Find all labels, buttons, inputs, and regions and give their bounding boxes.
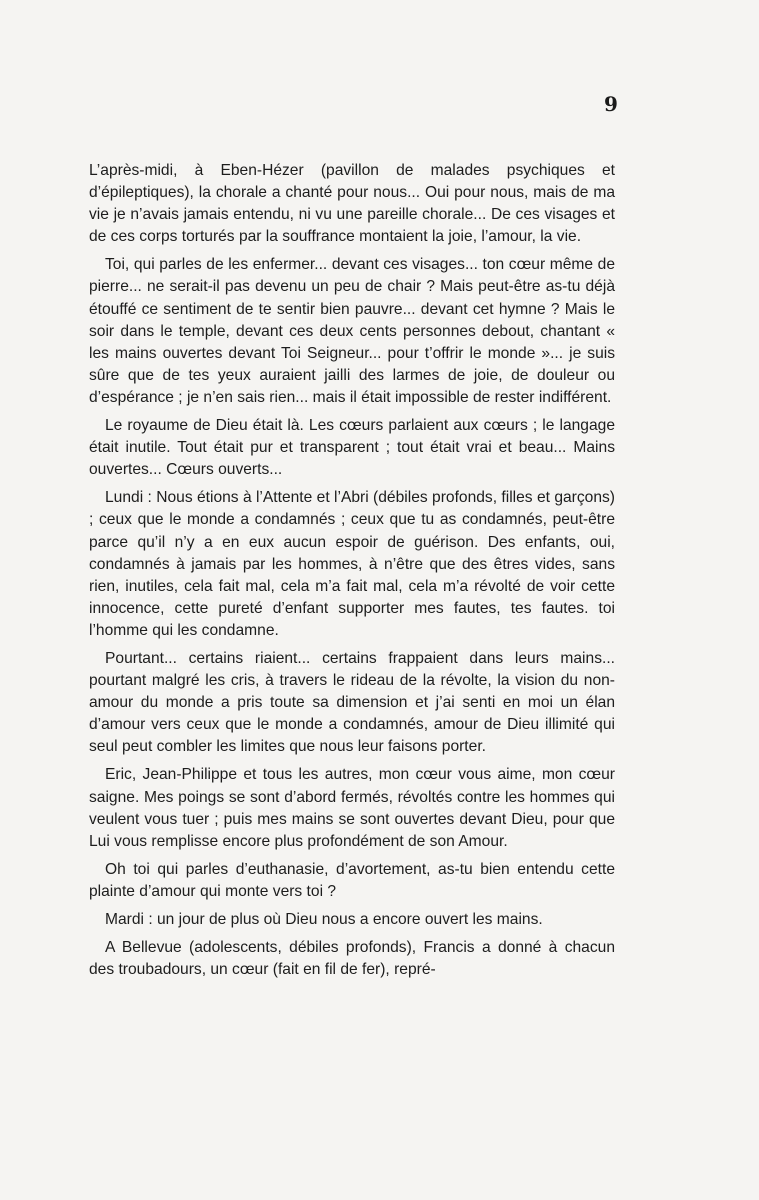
paragraph-bellevue: A Bellevue (adolescents, débiles profonds), Francis a donné à chacun des troubadours, un cœur (fait en fil de fer), repré-	[89, 939, 615, 979]
paragraph-euthanasie: Oh toi qui parles d’euthanasie, d’avortement, as-tu bien entendu cette plainte d’amour qui monte vers toi ?	[89, 860, 615, 900]
paragraph-royaume: Le royaume de Dieu était là. Les cœurs parlaient aux cœurs ; le langage était inutile. Tout était pur et transparent ; tout était vrai et beau... Mains ouvertes... Cœurs ouverts...	[89, 417, 615, 479]
paragraph-eben-hezer: L’après-midi, à Eben-Hézer (pavillon de malades psychiques et d’épileptiques), la chorale a chanté pour nous... Oui pour nous, mais de ma vie je n’avais jamais entendu, ni vu une pareille chorale... De ces visages et de ces corps torturés par la souffrance montaient la joie, l’amour, la vie.	[89, 162, 615, 246]
body-text	[89, 160, 615, 987]
paragraph-mardi: Mardi : un jour de plus où Dieu nous a encore ouvert les mains.	[105, 911, 543, 928]
page-number: 9	[604, 92, 618, 116]
paragraph-pourtant: Pourtant... certains riaient... certains frappaient dans leurs mains... pourtant malgré les cris, à travers le rideau de la révolte, la vision du non-amour du monde a pris toute sa dimension et j’ai senti en moi un élan d’amour vers ceux que le monde a condamnés, amour de Dieu illimité qui seul peut combler les limites que nous leur faisons porter.	[89, 649, 615, 756]
paragraph-lundi: Lundi : Nous étions à l’Attente et l’Abri (débiles profonds, filles et garçons) ; ceux que le monde a condamnés ; ceux que tu as condamnés, peut-être parce qu’il n’y a en eux aucun espoir de guérison. Des enfants, oui, condamnés à jamais par les hommes, à n’être que des êtres vides, sans rien, inutiles, cela fait mal, cela m’a fait mal, cela m’a révolté de voir cette innocence, cette pureté d’enfant supporter mes fautes, tes fautes. toi l’homme qui les condamne.	[89, 489, 615, 639]
paragraph-toi-qui-parles: Toi, qui parles de les enfermer... devant ces visages... ton cœur même de pierre... ne serait-il pas devenu un peu de chair ? Mais peut-être as-tu déjà étouffé ce sentiment de te sentir bien pauvre... devant cet hymne ? Mais le soir dans le temple, devant ces deux cents personnes debout, chantant « les mains ouvertes devant Toi Seigneur... pour t’offrir le monde »... je suis sûre que de tes yeux auraient jailli des larmes de joie, de douleur ou d’espérance ; je n’en sais rien... mais il était impossible de rester indifférent.	[89, 256, 615, 406]
paragraph-eric: Eric, Jean-Philippe et tous les autres, mon cœur vous aime, mon cœur saigne. Mes poings se sont d’abord fermés, révoltés contre les hommes qui veulent vous tuer ; puis mes mains se sont ouvertes devant Dieu, pour que Lui vous remplisse encore plus profondément de son Amour.	[89, 766, 615, 850]
